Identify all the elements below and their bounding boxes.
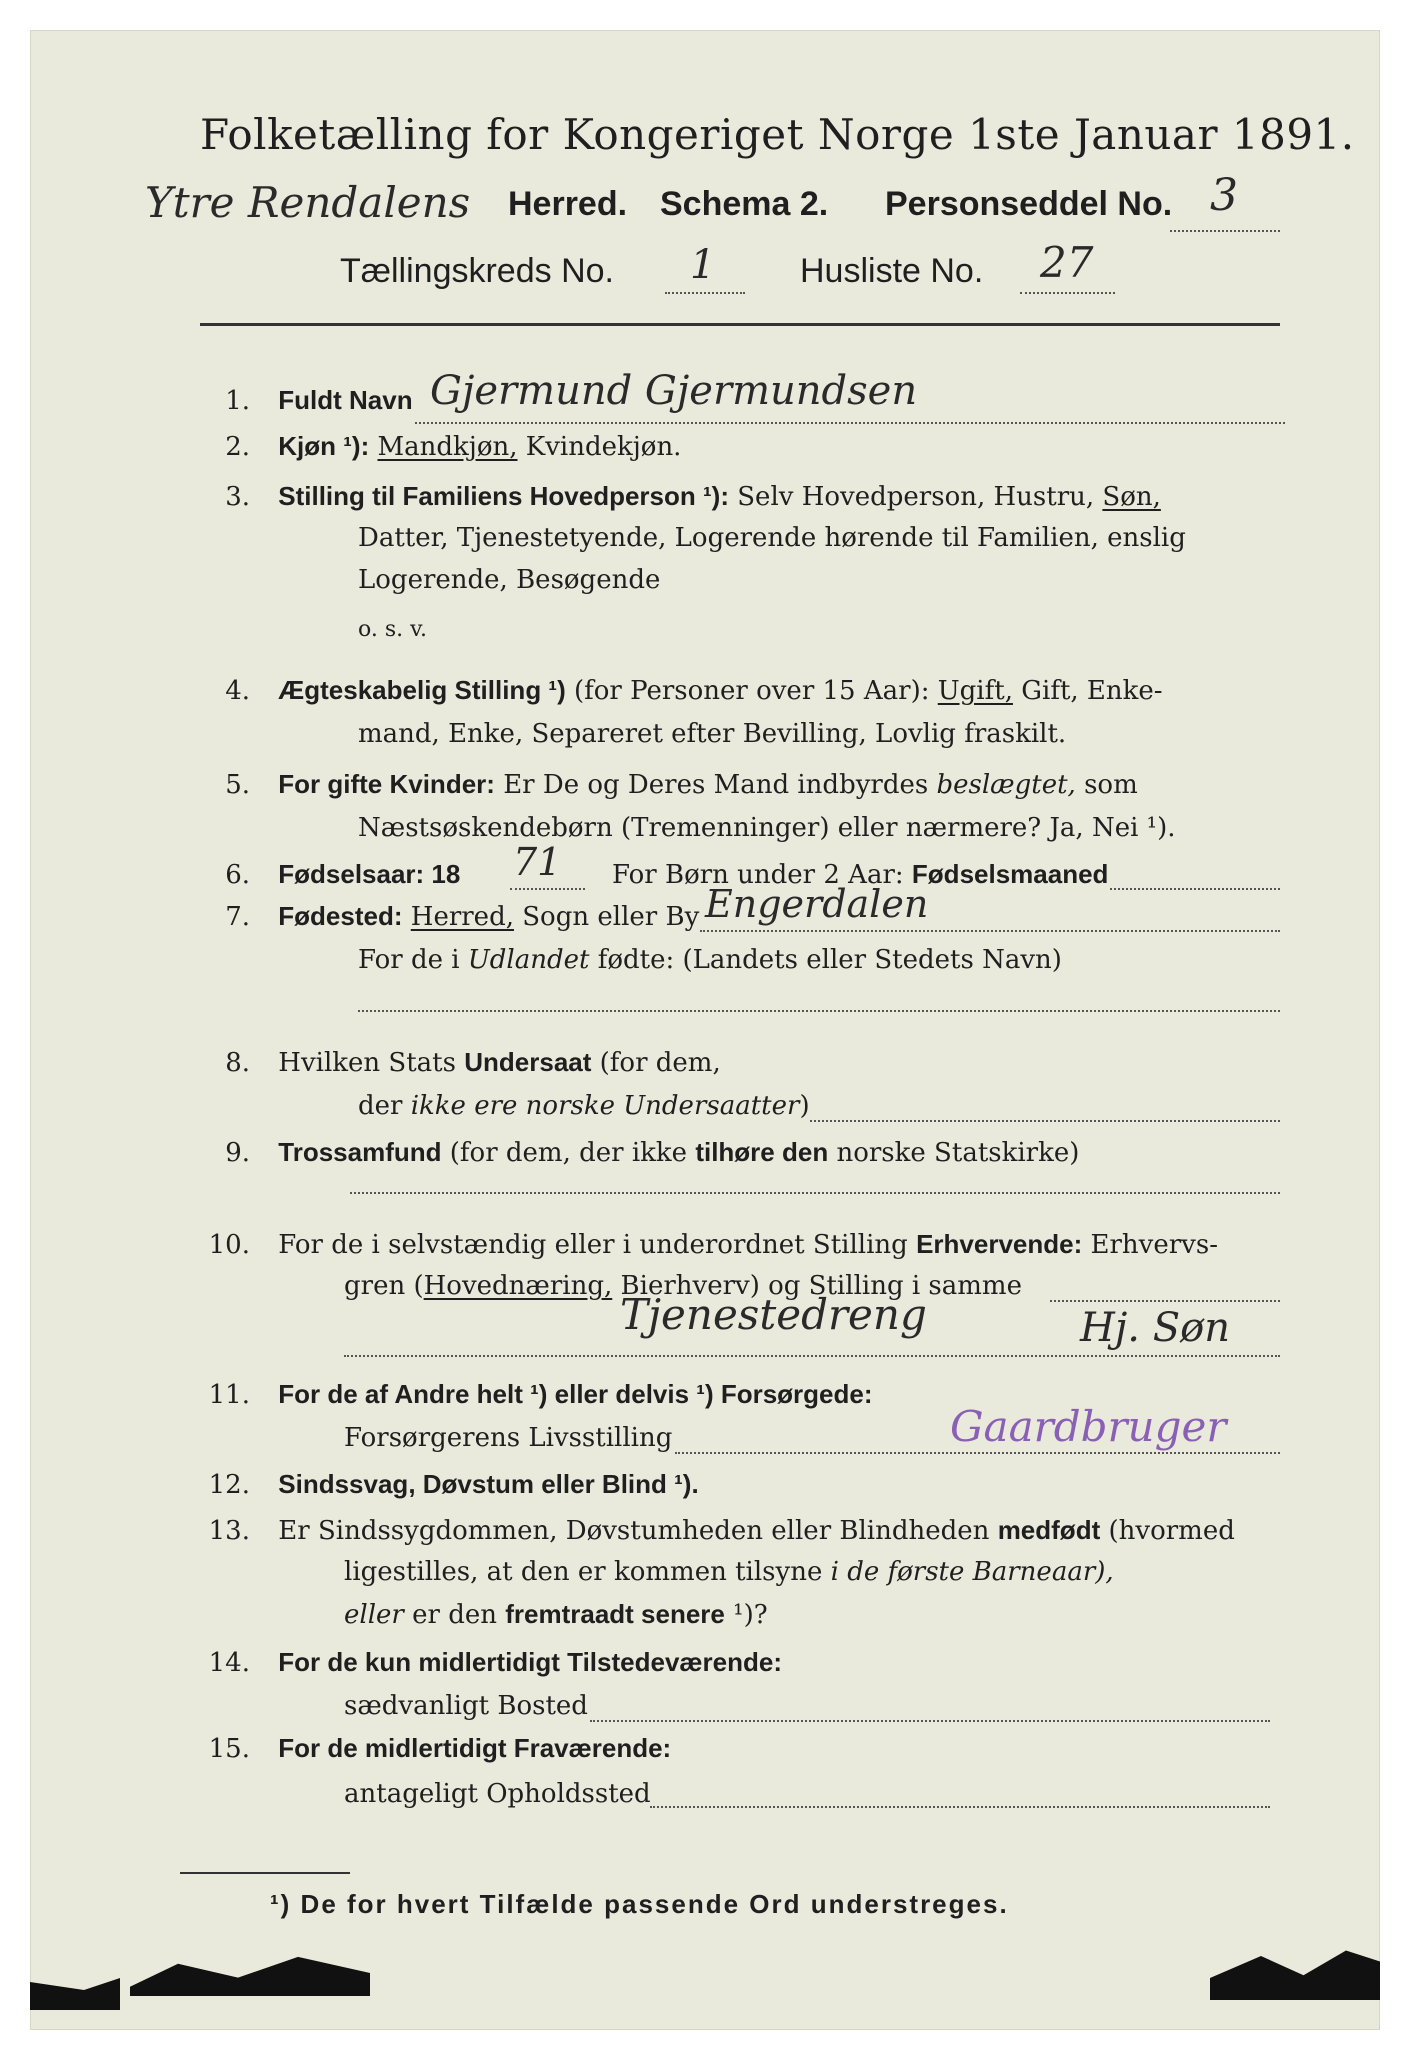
item-number: 11. xyxy=(208,1380,250,1410)
item-label: For de kun midlertidigt Tilstedeværende: xyxy=(278,1647,782,1677)
item-6-dots xyxy=(510,888,585,890)
ink-blot xyxy=(130,1950,370,1996)
item-15 xyxy=(190,1730,671,1767)
taellingskreds-label: Tællingskreds No. xyxy=(340,252,614,290)
herred-handwritten-value: Ytre Rendalens xyxy=(145,178,471,227)
item-8 xyxy=(190,1044,721,1081)
item-15-line-2: antageligt Opholdssted xyxy=(344,1779,651,1809)
item-14-line-2: sædvanligt Bosted xyxy=(344,1691,588,1721)
ink-blot xyxy=(1210,1945,1380,2000)
item-number: 9. xyxy=(225,1138,250,1168)
item-number: 2. xyxy=(225,432,250,462)
item-7-dots xyxy=(700,930,1280,932)
schema-label: Schema 2. xyxy=(660,185,829,223)
item-label: Hvilken Stats xyxy=(278,1048,456,1078)
herred-label: Herred. xyxy=(508,185,628,223)
item-label: For de midlertidigt Fraværende: xyxy=(278,1733,672,1763)
item-text: (for Personer over 15 Aar): xyxy=(574,676,930,706)
item-text: som xyxy=(1084,770,1138,800)
item-text: er den xyxy=(412,1600,497,1630)
full-name-value: Gjermund Gjermundsen xyxy=(430,368,918,414)
item-label: Sindssvag, Døvstum eller Blind ¹). xyxy=(278,1469,699,1499)
item-number: 5. xyxy=(225,770,250,800)
census-form-sheet xyxy=(30,30,1380,2030)
item-3-line-2: Datter, Tjenestetyende, Logerende hørende til Familien, enslig xyxy=(358,523,1186,553)
personseddel-dots xyxy=(1170,230,1280,232)
item-text: (hvormed xyxy=(1108,1516,1235,1546)
item-text: eller xyxy=(344,1600,404,1630)
item-text: i de første Barneaar), xyxy=(830,1557,1114,1587)
item-text: gren ( xyxy=(344,1271,424,1301)
item-text: For de i selvstændig eller i underordnet Stilling xyxy=(278,1230,908,1260)
item-11-dots xyxy=(675,1452,1280,1454)
item-10-dots xyxy=(1050,1300,1280,1302)
item-3 xyxy=(190,478,1161,515)
item-text: Selv Hovedperson, Hustru, xyxy=(737,482,1095,512)
item-label: Fødselsmaaned xyxy=(911,859,1109,889)
item-13-line-2 xyxy=(344,1554,1114,1590)
item-text: Udlandet xyxy=(467,945,590,975)
taellingskreds-dots xyxy=(665,292,745,294)
item-5-line-2: Næstsøskendebørn (Tremenninger) eller nærmere? Ja, Nei ¹). xyxy=(358,813,1176,843)
item-13 xyxy=(190,1512,1235,1549)
husliste-no: 27 xyxy=(1040,238,1094,287)
item-7-line-2 xyxy=(358,942,1062,978)
item-text: ligestilles, at den er kommen tilsyne xyxy=(344,1557,823,1587)
item-text: For de i xyxy=(358,945,460,975)
item-15-dots xyxy=(650,1806,1270,1808)
item-number: 3. xyxy=(225,482,250,512)
birthplace-option-herred: Herred, xyxy=(410,902,514,932)
item-text: der xyxy=(358,1091,403,1121)
husliste-label: Husliste No. xyxy=(800,252,984,290)
item-10-dots-2 xyxy=(344,1355,1280,1357)
item-9 xyxy=(190,1134,1079,1171)
position-option-son: Søn, xyxy=(1102,482,1161,512)
item-label: Stilling til Familiens Hovedperson ¹): xyxy=(278,481,729,511)
item-label: Fødested: xyxy=(278,901,403,931)
item-4 xyxy=(190,672,1163,709)
item-11 xyxy=(190,1376,873,1413)
item-label: Ægteskabelig Stilling ¹) xyxy=(278,675,566,705)
item-5 xyxy=(190,766,1138,803)
item-text: beslægtet, xyxy=(936,770,1076,800)
provider-occupation-value: Gaardbruger xyxy=(950,1402,1227,1451)
husliste-dots xyxy=(1020,292,1115,294)
item-10 xyxy=(190,1226,1218,1263)
item-number: 1. xyxy=(225,386,250,416)
item-4-line-2: mand, Enke, Separeret efter Bevilling, Lovlig fraskilt. xyxy=(358,719,1067,749)
item-text: fødte: (Landets eller Stedets Navn) xyxy=(597,945,1062,975)
item-14 xyxy=(190,1644,782,1681)
item-number: 10. xyxy=(208,1230,250,1260)
item-1 xyxy=(190,382,413,419)
item-text: tilhøre den xyxy=(695,1137,829,1167)
item-8-line-2: der ikke ere norske Undersaatter) xyxy=(358,1091,810,1121)
item-11-line-2: Forsørgerens Livsstilling xyxy=(344,1423,673,1453)
item-label: Fuldt Navn xyxy=(278,385,413,415)
item-6 xyxy=(190,856,460,893)
item-number: 8. xyxy=(225,1048,250,1078)
item-label: fremtraadt senere xyxy=(505,1599,725,1629)
gender-option-male: Mandkjøn, xyxy=(377,432,518,462)
marital-option-unmarried: Ugift, xyxy=(937,676,1013,706)
item-text: norske Statskirke) xyxy=(836,1138,1080,1168)
item-number: 7. xyxy=(225,902,250,932)
item-number: 6. xyxy=(225,860,250,890)
item-label: Trossamfund xyxy=(278,1137,442,1167)
taellingskreds-no: 1 xyxy=(690,242,716,288)
item-9-dots xyxy=(350,1192,1280,1194)
item-label: Kjøn ¹): xyxy=(278,431,370,461)
item-number: 15. xyxy=(208,1734,250,1764)
occupation-value: Tjenestedreng xyxy=(620,1290,927,1339)
form-title: Folketælling for Kongeriget Norge 1ste Januar 1891. xyxy=(200,110,1355,159)
item-number: 13. xyxy=(208,1516,250,1546)
item-1-dots xyxy=(415,422,1285,424)
item-text: (for dem, xyxy=(599,1048,721,1078)
item-number: 4. xyxy=(225,676,250,706)
item-3-line-3: Logerende, Besøgende xyxy=(358,565,661,595)
item-12 xyxy=(190,1466,699,1503)
item-number: 14. xyxy=(208,1648,250,1678)
item-text: Er Sindssygdommen, Døvstumheden eller Blindheden xyxy=(278,1516,990,1546)
item-text: (for dem, der ikke xyxy=(449,1138,688,1168)
item-7 xyxy=(190,898,699,935)
item-2 xyxy=(190,428,681,465)
item-text: Sogn eller By xyxy=(522,902,700,932)
item-text: Erhvervs- xyxy=(1090,1230,1218,1260)
item-label: medfødt xyxy=(997,1515,1101,1545)
birthplace-value: Engerdalen xyxy=(705,882,929,926)
item-3-line-4: o. s. v. xyxy=(358,617,427,642)
item-text: Gift, Enke- xyxy=(1021,676,1163,706)
item-text: Bierhverv) og Stilling i samme xyxy=(620,1271,1022,1301)
item-text: ¹)? xyxy=(733,1600,768,1630)
item-13-line-3 xyxy=(344,1596,768,1633)
item-text: Er De og Deres Mand indbyrdes xyxy=(503,770,929,800)
item-label: Undersaat xyxy=(464,1047,592,1077)
item-label: For gifte Kvinder: xyxy=(278,769,495,799)
ink-blot xyxy=(30,1970,120,2010)
item-label: For de af Andre helt ¹) eller delvis ¹) Forsørgede: xyxy=(278,1379,873,1409)
item-8-dots xyxy=(810,1120,1280,1122)
occupation-option-main: Hovednæring, xyxy=(423,1271,613,1301)
birth-year-value: 71 xyxy=(513,840,562,884)
footnote: ¹) De for hvert Tilfælde passende Ord understreges. xyxy=(270,1889,1009,1919)
header-rule xyxy=(200,323,1280,326)
item-label: Fødselsaar: 18 xyxy=(278,859,461,889)
occupation-value-2: Hj. Søn xyxy=(1080,1305,1230,1351)
personseddel-no: 3 xyxy=(1210,170,1238,221)
item-7-dots-2 xyxy=(358,1010,1280,1012)
item-text: ikke ere norske Undersaatter xyxy=(410,1091,800,1121)
gender-option-female: Kvindekjøn. xyxy=(525,432,682,462)
item-6-dots-2 xyxy=(1110,888,1280,890)
footnote-rule xyxy=(180,1872,350,1874)
item-14-dots xyxy=(590,1720,1270,1722)
item-number: 12. xyxy=(208,1470,250,1500)
item-text: For Børn under 2 Aar: xyxy=(612,860,904,890)
personseddel-label: Personseddel No. xyxy=(885,185,1173,223)
item-label: Erhvervende: xyxy=(916,1229,1083,1259)
